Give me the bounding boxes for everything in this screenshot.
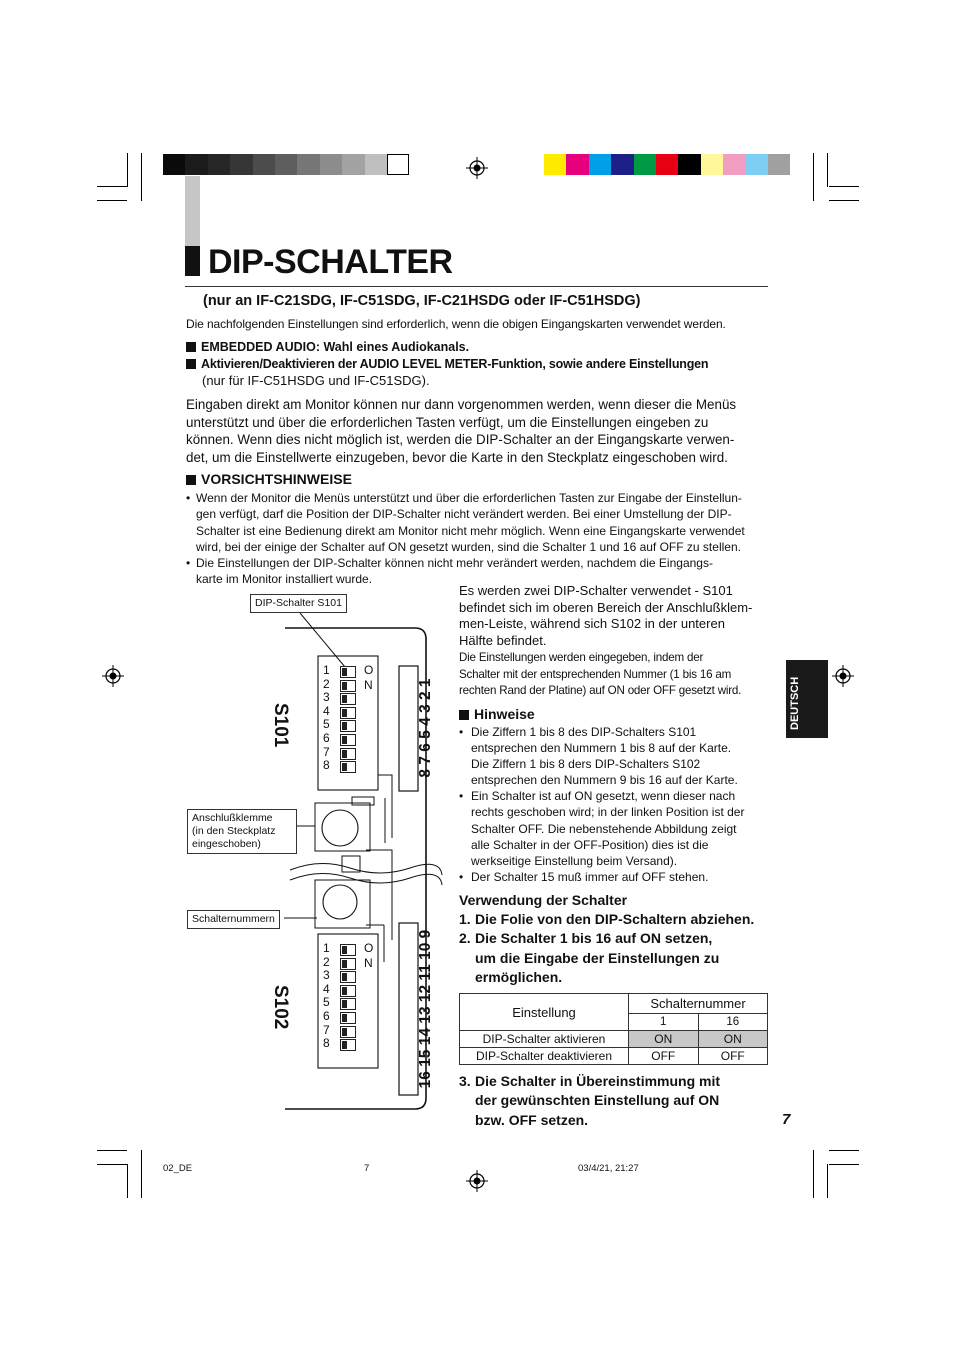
color-swatch [163,154,185,175]
dip-toggle[interactable] [340,666,356,678]
switch-position-number: 2 [323,954,330,969]
step-2 [459,929,779,987]
caution-line: wird, bei der einige der Schalter auf ON gesetzt wurden, sind die Schalter 1 und 16 auf OFF zu stellen. [196,539,741,554]
switch-position-number: 4 [323,981,330,996]
color-swatch [544,154,566,175]
hints-heading [459,706,535,723]
switch-position-number: 8 [323,758,330,773]
hints-heading-text: Hinweise [474,706,535,722]
hint-line: rechts geschoben wird; in der linken Position ist der [471,805,745,820]
color-swatch [185,154,207,175]
caution-line: • Die Einstellungen der DIP-Schalter können nicht mehr verändert werden, nachdem die Eingangs- [196,556,713,571]
switch-position-number: 7 [323,744,330,759]
on-label: N [364,678,373,692]
crop-mark [829,200,859,201]
hint-line: • Ein Schalter ist auf ON gesetzt, wenn dieser nach [471,789,736,804]
crop-mark [827,1164,828,1198]
switch-position-number: 7 [323,1022,330,1037]
paragraph-line: det, um die Einstellwerte einzugeben, bevor die Karte in den Steckplatz eingeschoben wird. [186,449,728,465]
hint-item [459,724,779,788]
crop-mark [97,186,127,187]
usage-heading: Verwendung der Schalter [459,892,628,908]
s101-number-strip: 8 7 6 5 4 3 2 1 [417,678,434,778]
step-number: 1. [459,911,471,927]
gray-margin-bar [185,176,200,246]
color-swatch [678,154,700,175]
caution-heading-text: VORSICHTSHINWEISE [201,471,352,487]
row-label: DIP-Schalter deaktivieren [460,1048,629,1065]
s102-label: S102 [270,985,291,1030]
step-line: bzw. OFF setzen. [475,1111,589,1128]
dip-toggle[interactable] [340,1026,356,1038]
switch-position-number: 3 [323,690,330,705]
dip-toggle[interactable] [340,1039,356,1051]
hint-line: Schalter OFF. Die nebenstehende Abbildung zeigt [471,821,737,836]
label-s101: DIP-Schalter S101 [250,594,347,613]
caution-line: karte im Monitor installiert wurde. [196,572,373,587]
caution-line: • Wenn der Monitor die Menüs unterstützt und über die erforderlichen Tasten zur Eingabe der Einstellun- [196,491,742,505]
page-number: 7 [782,1111,791,1128]
crop-mark [829,1150,859,1151]
dip-toggle[interactable] [340,693,356,705]
subtitle: (nur an IF-C21SDG, IF-C51SDG, IF-C21HSDG oder IF-C51HSDG) [203,293,641,309]
crop-mark [127,1164,128,1198]
crop-mark [127,153,128,187]
right-paragraph [459,583,752,650]
step-line: um die Eingabe der Einstellungen zu [475,949,720,966]
switch-position-number: 1 [323,663,330,677]
right-small-paragraph [459,650,741,700]
crop-mark [829,186,859,187]
feature-item [186,356,708,372]
hint-line: • Die Ziffern 1 bis 8 des DIP-Schalters S101 [471,725,697,739]
label-terminal-line: Anschlußklemme [192,812,273,824]
step-number: 2. [459,930,471,947]
caution-heading [186,471,352,488]
paragraph-line: unterstützt und über die erforderlichen Tasten verfügt, um die Einstellungen eingeben zu [186,414,709,430]
color-swatch [768,154,790,175]
hint-item [459,788,779,868]
on-label: O [364,941,374,955]
label-terminal [187,809,297,854]
color-swatch [208,154,230,175]
color-swatch [365,154,387,175]
step-line: Die Folie von den DIP-Schaltern abziehen. [475,911,755,927]
registration-mark-icon [466,1170,488,1192]
feature-item [186,339,469,355]
paragraph-line: Eingaben direkt am Monitor können nur dann vorgenommen werden, wenn dieser die Menüs [186,397,737,412]
hint-item [459,869,779,885]
hints-list [459,724,779,885]
crop-mark [813,1150,814,1198]
intro-text: Die nachfolgenden Einstellungen sind erforderlich, wenn die obigen Eingangskarten verwendet werden. [186,317,726,331]
main-paragraph [186,396,776,466]
step-number: 3. [459,1073,471,1089]
dip-toggle[interactable] [340,985,356,997]
color-swatch [656,154,678,175]
caution-line: gen verfügt, darf die Position der DIP-Schalter nicht verändert werden. Bei einer Umstellung der DIP- [196,507,732,522]
right-paragraph-line: Hälfte befindet. [459,633,547,649]
dip-toggle[interactable] [340,734,356,746]
feature-note: (nur für IF-C51HSDG und IF-C51SDG). [202,373,430,388]
switch-position-number: 8 [323,1036,330,1051]
dip-toggle[interactable] [340,998,356,1010]
label-switch-numbers: Schalternummern [187,910,280,929]
row-label: DIP-Schalter aktivieren [460,1031,629,1048]
hint-line: Die Ziffern 1 bis 8 ders DIP-Schalters S102 [471,757,701,772]
color-swatch [566,154,588,175]
settings-table [459,993,768,1065]
registration-mark-icon [466,157,488,179]
color-swatch [701,154,723,175]
footer-right: 03/4/21, 21:27 [578,1163,639,1174]
usage-steps [459,910,779,987]
feature-text: Aktivieren/Deaktivieren der AUDIO LEVEL METER-Funktion, sowie andere Einstellungen [201,357,709,371]
switch-position-number: 1 [323,941,330,955]
crop-mark [829,1164,859,1165]
crop-mark [97,1164,127,1165]
label-terminal-line: (in den Steckplatz [192,825,276,837]
right-small-line: Schalter mit der entsprechenden Nummer (1 bis 16 am [459,667,732,681]
dip-toggle[interactable] [340,748,356,760]
color-swatch [589,154,611,175]
header-switch-1: 1 [629,1014,699,1031]
title-rule [185,286,768,287]
title-marker [185,246,200,276]
hint-line: entsprechen den Nummern 9 bis 16 auf der Karte. [471,773,738,788]
language-tab-label: DEUTSCH [789,676,801,730]
crop-mark [827,153,828,187]
dip-toggle[interactable] [340,707,356,719]
right-paragraph-line: men-Leiste, während sich S102 in der unteren [459,616,725,632]
caution-item [186,490,776,555]
hint-line: entsprechen den Nummern 1 bis 8 auf der Karte. [471,741,732,756]
color-swatch [611,154,633,175]
caution-line: Schalter ist eine Bedienung direkt am Monitor nicht mehr möglich. Wenn eine Eingangskarte verwendet [196,523,745,538]
registration-mark-icon [102,665,124,687]
step-line: der gewünschten Einstellung auf ON [475,1092,720,1109]
switch-position-number: 5 [323,995,330,1010]
dip-toggle[interactable] [340,1012,356,1024]
dip-toggle[interactable] [340,958,356,970]
on-label: N [364,956,373,970]
right-small-line: rechten Rand der Platine) auf ON oder OFF gesetzt wird. [459,684,742,698]
right-small-line: Die Einstellungen werden eingegeben, indem der [459,651,704,664]
table-row [460,1031,768,1048]
crop-mark [97,1150,127,1151]
row-value-16: OFF [698,1048,768,1065]
dip-toggle[interactable] [340,761,356,773]
dip-toggle[interactable] [340,680,356,692]
color-swatch [275,154,297,175]
color-swatch [297,154,319,175]
switch-position-number: 5 [323,717,330,732]
switch-position-number: 6 [323,731,330,745]
switch-position-number: 3 [323,968,330,983]
step-line: Die Schalter 1 bis 16 auf ON setzen, [475,930,713,947]
switch-position-number: 6 [323,1009,330,1023]
crop-mark [813,153,814,201]
switch-position-number: 2 [323,676,330,691]
page-title: DIP-SCHALTER [208,243,453,281]
color-swatch [320,154,342,175]
crop-mark [141,1150,142,1198]
step-1 [459,910,779,929]
dip-toggle[interactable] [340,944,356,956]
hint-line: alle Schalter in der OFF-Position) dies ist die [471,837,709,852]
footer-center: 7 [364,1163,370,1174]
footer-left: 02_DE [163,1163,193,1174]
crop-mark [141,153,142,201]
color-swatch [746,154,768,175]
color-swatch [230,154,252,175]
s101-label: S101 [270,703,291,748]
hint-line: werkseitige Einstellung beim Versand). [471,853,678,868]
color-swatch [253,154,275,175]
hint-line: • Der Schalter 15 muß immer auf OFF stehen. [471,869,709,884]
paragraph-line: können. Wenn dies nicht möglich ist, werden die DIP-Schalter an der Eingangskarte verwen- [186,432,735,447]
dip-toggle[interactable] [340,971,356,983]
color-swatch [723,154,745,175]
step-3 [459,1072,779,1130]
header-switch-16: 16 [698,1014,768,1031]
color-swatch [342,154,364,175]
header-switch-number: Schalternummer [629,994,768,1014]
label-terminal-line: eingeschoben) [192,838,261,850]
row-value-1: ON [629,1031,699,1048]
dip-toggle[interactable] [340,720,356,732]
registration-mark-icon [832,665,854,687]
s102-number-strip: 16 15 14 13 12 11 10 9 [417,929,434,1089]
table-row [460,1048,768,1065]
header-setting: Einstellung [460,994,629,1031]
right-paragraph-line: befindet sich im oberen Bereich der Anschlußklem- [459,599,753,615]
on-label: O [364,663,374,677]
step-line: Die Schalter in Übereinstimmung mit [475,1073,721,1089]
caution-list [186,490,776,588]
color-swatch [387,154,409,175]
crop-mark [97,200,127,201]
color-swatch [634,154,656,175]
feature-text: EMBEDDED AUDIO: Wahl eines Audiokanals. [201,340,470,354]
step-line: ermöglichen. [475,968,563,985]
switch-position-number: 4 [323,703,330,718]
row-value-16: ON [698,1031,768,1048]
right-paragraph-line: Es werden zwei DIP-Schalter verwendet - S101 [459,583,733,598]
row-value-1: OFF [629,1048,699,1065]
